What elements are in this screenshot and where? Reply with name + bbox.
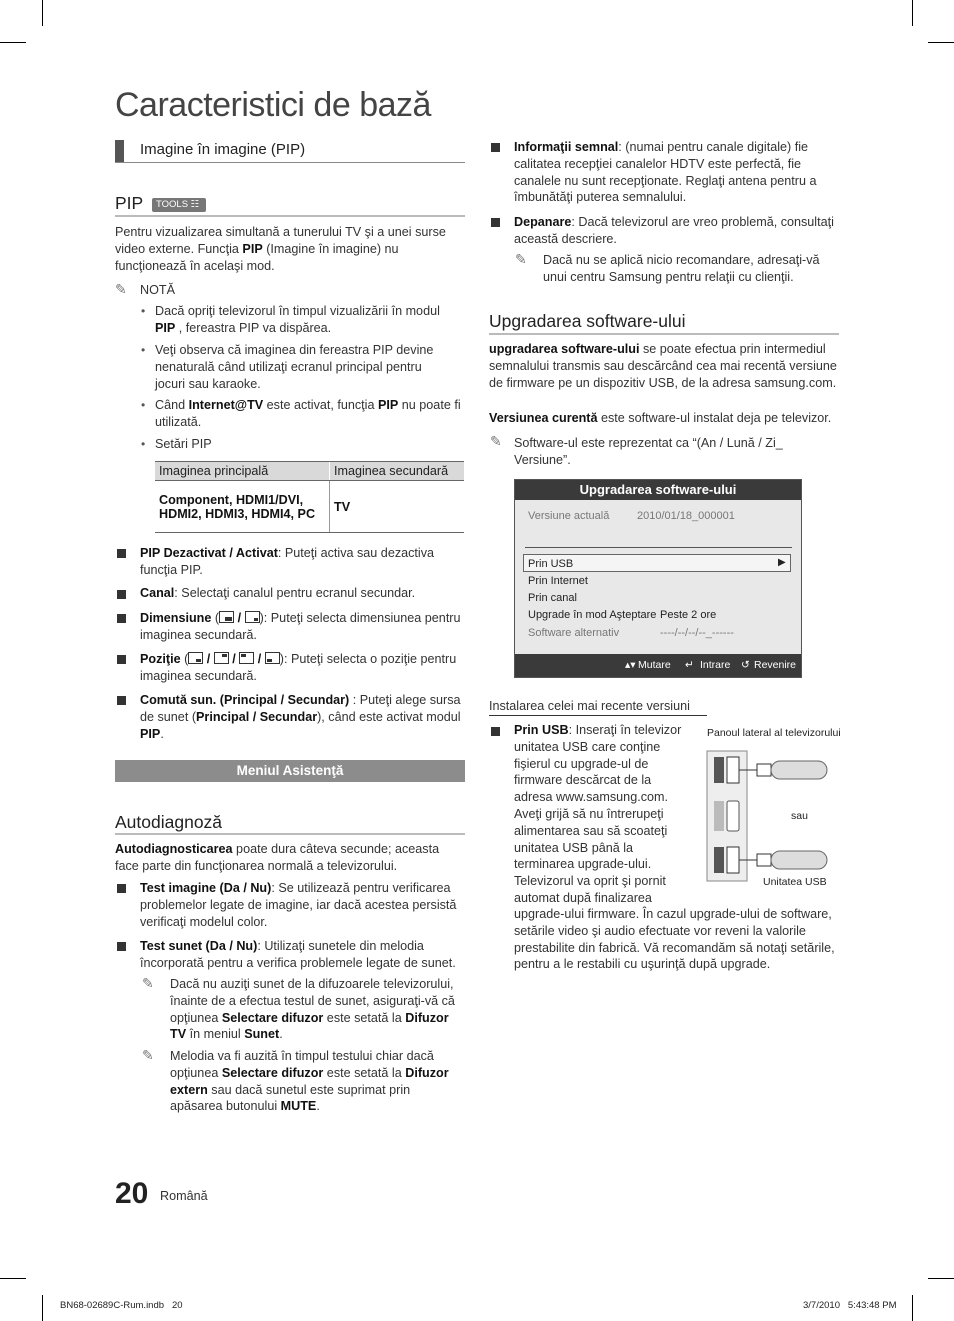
size-large-icon — [219, 611, 234, 623]
upgrade-intro: upgradarea software-ului se poate efectua prin intermediul semnalului transmis sau descărcând cea mai recentă versiune de firmware pe un dispozitiv USB, de la adresa samsung.com. — [489, 342, 837, 390]
note-pencil-icon: ✎ — [142, 1047, 154, 1063]
meniu-asistenta-bar: Meniul Asistenţă — [115, 760, 465, 782]
note-pencil-icon: ✎ — [142, 975, 154, 991]
section-header — [115, 140, 465, 163]
version-note: Software-ul este reprezentat ca “(An / Lună / Zi_ Versiune”. — [514, 436, 783, 467]
table-header: Imaginea principală — [155, 462, 330, 481]
osd-footer — [515, 654, 801, 677]
autodiagnoza-note: Dacă nu auziţi sunet de la difuzoarele televizorului, înainte de a efectua testul de sunet, asiguraţi-vă că opţiunea Selectare difuzor este setată la Difuzor TV în meniul Sunet. — [170, 977, 455, 1042]
usb-instructions-lower: upgrade-ului firmware. În cazul upgrade-ului de software, setările video şi audio efectuate vor reveni la valorile prestabilite din fabrică. Vă recomandăm să notaţi setările, pentru a le restabili cu uşurinţă după upgrade. — [514, 907, 835, 972]
bullet-square — [117, 655, 126, 664]
crop-mark — [912, 0, 913, 26]
usb-instructions-upper: Prin USB: Inseraţi în televizor unitatea USB care conţine fişierul cu upgrade-ul de firmware descărcat de la adresa www.samsung.com. Aveţi grijă să nu întrerupeţi alimentarea sau să scoateţi unitatea USB până la terminarea upgrade-ului. Televizorul va oprit şi pornit automat după finalizarea — [514, 723, 682, 905]
or-label: sau — [791, 810, 808, 822]
pip-settings-table — [155, 461, 464, 533]
file-info: BN68-02689C-Rum.indb 20 — [60, 1300, 183, 1311]
upgrade-heading: Upgradarea software-ului — [489, 311, 686, 331]
osd-title: Upgradarea software-ului — [515, 480, 801, 500]
note-item: Când Internet@TV este activat, funcţia PIP nu poate fi utilizată. — [155, 398, 461, 429]
crop-mark — [42, 1295, 43, 1321]
osd-standby-value: Peste 2 ore — [660, 609, 717, 621]
note-pencil-icon: ✎ — [490, 433, 502, 449]
crop-mark — [928, 42, 954, 43]
section-marker — [115, 140, 124, 162]
usb-port-label-top — [714, 757, 724, 783]
position-bottom-right-icon — [188, 652, 203, 664]
usb-plug-bottom — [757, 854, 771, 866]
install-heading: Instalarea celei mai recente versiuni — [489, 699, 690, 713]
size-small-icon — [245, 611, 260, 623]
osd-version-label: Versiune actuală — [528, 510, 610, 522]
tools-badge: TOOLS ☷ — [152, 198, 206, 212]
usb-stick-top — [771, 761, 827, 779]
autodiagnoza-intro: Autodiagnosticarea poate dura câteva secunde; aceasta face parte din funcţionarea normală a televizorului. — [115, 842, 440, 873]
position-top-right-icon — [214, 652, 229, 664]
bullet-square — [117, 696, 126, 705]
bullet-dot: • — [141, 343, 146, 357]
crop-mark — [0, 42, 26, 43]
crop-mark — [42, 0, 43, 26]
osd-footer-move: Mutare — [638, 659, 671, 671]
osd-menu-item[interactable]: Upgrade în mod Aşteptare — [528, 609, 657, 621]
hdmi-port-label — [714, 801, 724, 831]
position-top-left-icon — [239, 652, 254, 664]
note-label: NOTĂ — [140, 283, 175, 297]
heading-underline — [115, 215, 465, 217]
usb-plug-top — [757, 764, 771, 776]
usb-diagram — [705, 743, 835, 888]
bullet-square — [491, 218, 500, 227]
position-bottom-left-icon — [265, 652, 280, 664]
section-title: Imagine în imagine (PIP) — [140, 141, 306, 158]
autodiagnoza-note: Melodia va fi auzită în timpul testului chiar dacă opţiunea Selectare difuzor este setată la Difuzor extern sau dacă sunetul este suprimat prin apăsarea butonului MUTE. — [170, 1049, 449, 1114]
osd-upgrade-menu — [514, 479, 802, 678]
bullet-square — [491, 143, 500, 152]
osd-alt-value: ----/--/--/--_------ — [660, 627, 734, 639]
usb-port-top — [727, 757, 739, 783]
autodiagnoza-item: Test imagine (Da / Nu): Se utilizează pentru verificarea problemelor legate de imagine, iar dacă acestea persistă verificaţi modelul color. — [140, 881, 457, 929]
bullet-dot: • — [141, 398, 146, 412]
install-underline — [489, 715, 707, 716]
table-cell: Component, HDMI1/DVI, HDMI2, HDMI3, HDMI4, PC — [155, 481, 330, 533]
pip-heading: PIP — [115, 193, 144, 213]
bullet-square — [491, 727, 500, 736]
arrow-right-icon: ▶ — [778, 557, 786, 568]
enter-icon: ↵ — [685, 659, 694, 671]
heading-underline — [489, 333, 839, 335]
note-pencil-icon: ✎ — [515, 251, 527, 267]
page-title: Caracteristici de bază — [115, 86, 431, 124]
crop-mark — [0, 1278, 26, 1279]
bullet-square — [117, 549, 126, 558]
pip-option: Dimensiune ( / ): Puteţi selecta dimensiunea pentru imaginea secundară. — [140, 611, 461, 642]
autodiagnoza-item: Test sunet (Da / Nu): Utilizaţi sunetele din melodia încorporată pentru a verifica problemele legate de sunet. — [140, 939, 456, 970]
panel-label: Panoul lateral al televizorului — [707, 727, 841, 739]
osd-footer-enter: Intrare — [700, 659, 731, 671]
pip-intro: Pentru vizualizarea simultană a tunerului TV şi a unei surse video externe. Funcţia PIP (Imagine în imagine) nu funcţionează în acelaşi mod. — [115, 225, 446, 273]
usb-port-label-bottom — [714, 847, 724, 873]
crop-mark — [912, 1295, 913, 1321]
bullet-dot: • — [141, 437, 146, 451]
version-text: Versiunea curentă este software-ul instalat deja pe televizor. — [489, 411, 832, 425]
note-item: Dacă opriţi televizorul în timpul vizualizării în modul PIP , fereastra PIP va dispărea. — [155, 304, 440, 335]
pip-option: Poziţie ( / / / ): Puteţi selecta o poziţie pentru imaginea secundară. — [140, 652, 457, 683]
depanare-note: Dacă nu se aplică nicio recomandare, adresaţi-vă unui centru Samsung pentru relaţii cu clienţii. — [543, 253, 820, 284]
osd-menu-item[interactable]: Prin USB — [528, 558, 574, 570]
hdmi-port — [727, 801, 739, 831]
usb-label: Unitatea USB — [763, 876, 827, 888]
osd-menu-item[interactable]: Prin Internet — [528, 575, 588, 587]
bullet-square — [117, 942, 126, 951]
note-item: Veţi observa că imaginea din fereastra PIP devine nenaturală când utilizaţi ecranul principal pentru jocuri sau karaoke. — [155, 343, 434, 391]
crop-mark — [928, 1278, 954, 1279]
osd-version-value: 2010/01/18_000001 — [637, 510, 735, 522]
usb-port-bottom — [727, 847, 739, 873]
return-icon: ↺ — [741, 659, 750, 671]
language-label: Română — [160, 1189, 208, 1203]
osd-divider — [525, 547, 792, 548]
autodiagnoza-heading: Autodiagnoză — [115, 812, 223, 832]
tools-icon: ☷ — [190, 199, 200, 210]
bullet-dot: • — [141, 304, 146, 318]
note-item: Setări PIP — [155, 437, 212, 451]
osd-footer-return: Revenire — [754, 659, 797, 671]
bullet-square — [117, 614, 126, 623]
pip-option: PIP Dezactivat / Activat: Puteţi activa sau dezactiva funcţia PIP. — [140, 546, 435, 577]
info-item: Informaţii semnal: (numai pentru canale digitale) fie calitatea recepţiei canalelor HDTV este perfectă, fie canalele nu sunt recepţionate. Reglaţi antena pentru a îmbunătăţi puterea semnalului. — [514, 140, 817, 205]
bullet-square — [117, 884, 126, 893]
note-pencil-icon: ✎ — [115, 281, 127, 297]
page-number: 20 — [115, 1177, 149, 1210]
osd-menu-item[interactable]: Prin canal — [528, 592, 577, 604]
bullet-square — [117, 590, 126, 599]
heading-underline — [115, 833, 465, 835]
pip-option: Comută sun. (Principal / Secundar) : Puteţi alege sursa de sunet (Principal / Secundar), când este activat modul PIP. — [140, 693, 461, 741]
table-header: Imaginea secundară — [330, 462, 465, 481]
pip-option: Canal: Selectaţi canalul pentru ecranul secundar. — [140, 586, 416, 600]
usb-stick-bottom — [771, 851, 827, 869]
date-info: 3/7/2010 5:43:48 PM — [803, 1300, 897, 1311]
table-cell: TV — [330, 481, 465, 533]
info-item: Depanare: Dacă televizorul are vreo problemă, consultaţi această descriere. — [514, 215, 834, 246]
updown-icon: ▴▾ — [625, 659, 636, 671]
osd-menu-item[interactable]: Software alternativ — [528, 627, 620, 639]
